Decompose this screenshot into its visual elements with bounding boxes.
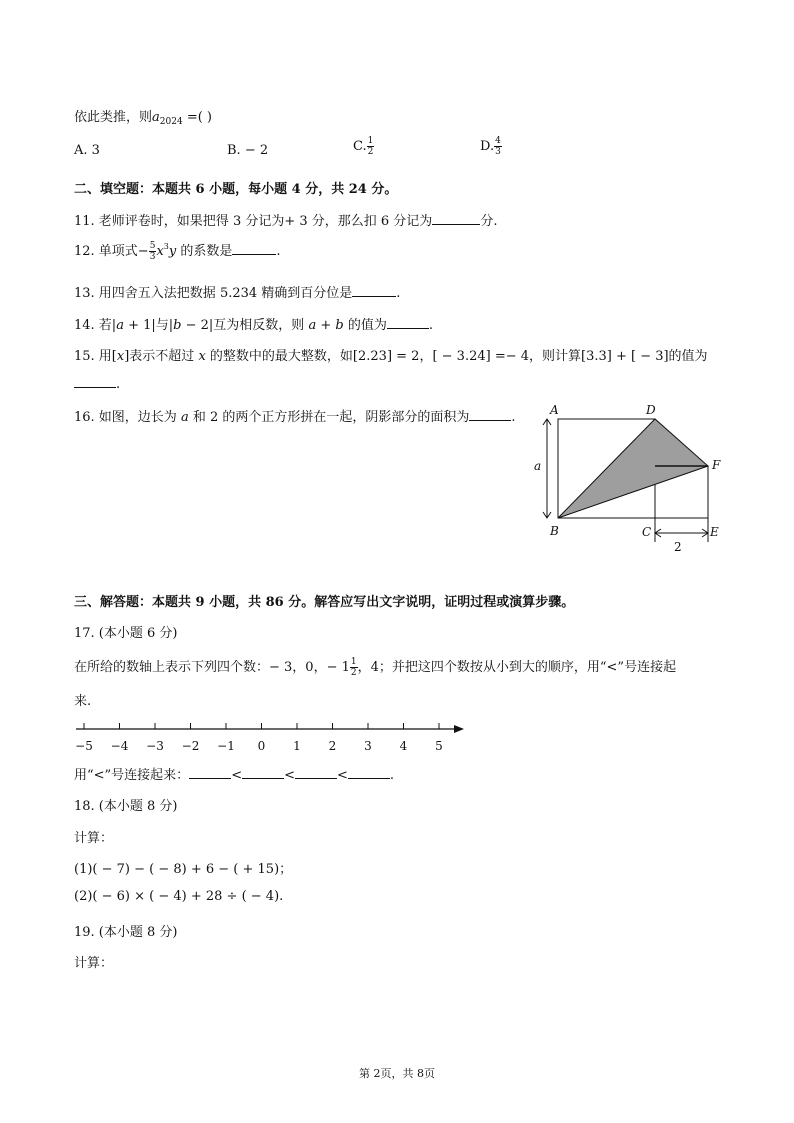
q13-end: . (396, 286, 401, 301)
q12-var-y: y (168, 244, 177, 259)
squares-figure (530, 400, 770, 555)
q12-text: 12. 单项式− (74, 244, 149, 259)
label-c: C (642, 525, 652, 539)
q18-header: 18. (本小题 8 分) (74, 799, 178, 814)
q17-lt-3: < (337, 768, 348, 783)
number-line-ticks (75, 723, 443, 753)
q18-label: 计算： (74, 831, 114, 846)
q14-text-a: 14. 若| (74, 318, 117, 333)
number-line-tick-label: −5 (75, 739, 93, 753)
q-prev-var: a (152, 110, 160, 125)
section3-heading-b: 小题，共 (204, 595, 266, 610)
q17-lt-2: < (284, 768, 295, 783)
q12-text-b: 的系数是 (176, 244, 233, 259)
q14-var-b2: b (335, 318, 344, 333)
number-line-tick-label: 3 (364, 739, 372, 753)
number-line-arrow-icon (454, 725, 464, 733)
question-11 (74, 210, 497, 229)
section2-count: 6 (195, 182, 205, 197)
q17-text-b: ，4；并把这四个数按从小到大的顺序，用“<”号连接起 (357, 660, 677, 675)
option-c (353, 136, 374, 157)
section2-total: 24 (348, 182, 367, 197)
q-prev-subscript: 2024 (159, 117, 183, 127)
label-e: E (710, 525, 719, 539)
section3-count: 9 (195, 595, 205, 610)
q16-blank[interactable] (469, 409, 511, 421)
section3-heading-a: 三、解答题：本题共 (74, 595, 196, 610)
question-12 (74, 240, 281, 262)
label-two: 2 (674, 540, 682, 554)
q12-exponent: 3 (163, 242, 169, 251)
label-d: D (646, 403, 656, 417)
number-line-tick-label: 5 (435, 739, 443, 753)
q15-end: . (116, 377, 121, 392)
q15-text-c: 的整数中的最大整数，如[2.23] = 2，[ − 3.24] =− 4，则计算[3.3] + [ − 3]的值为 (205, 349, 708, 364)
q15-text-a: 15. 用[ (74, 349, 117, 364)
option-c-fraction (367, 136, 375, 157)
q17-header: 17. (本小题 6 分) (74, 626, 178, 641)
number-line-tick-label: −3 (146, 739, 164, 753)
q19-header: 19. (本小题 8 分) (74, 925, 178, 940)
q12-numerator: 5 (149, 241, 156, 251)
question-15-cont (74, 376, 120, 392)
q13-blank[interactable] (352, 285, 396, 297)
q12-end: . (276, 244, 281, 259)
label-side-a: a (534, 459, 542, 473)
q17-blank-4[interactable] (348, 767, 390, 779)
option-c-numerator: 1 (367, 136, 374, 146)
option-d-fraction (494, 136, 502, 157)
q18-part2: (2)( − 6) × ( − 4) + 28 ÷ ( − 4). (74, 889, 284, 904)
label-b: B (550, 524, 559, 538)
section3-heading-c: 分。解答应写出文字说明，证明过程或演算步骤。 (283, 595, 575, 610)
q17-text (74, 656, 676, 678)
page-footer: 第 2页，共 8页 (359, 1067, 435, 1080)
section2-heading-c: 分，共 (300, 182, 349, 197)
label-f: F (712, 458, 721, 472)
q17-blank-1[interactable] (189, 767, 231, 779)
q11-blank[interactable] (432, 213, 480, 225)
option-a: A. 3 (74, 143, 100, 158)
shaded-triangle (558, 419, 708, 518)
q12-blank[interactable] (232, 243, 276, 255)
q13-text: 13. 用四舍五入法把数据 5.234 精确到百分位是 (74, 286, 353, 301)
q16-text-a: 16. 如图，边长为 (74, 410, 181, 425)
q14-end: . (428, 318, 433, 333)
section2-heading-b: 小题，每小题 (204, 182, 292, 197)
q17-answer-prefix: 用“<”号连接起来： (74, 768, 190, 783)
section2-each: 4 (291, 182, 301, 197)
q15-text-b: ]表示不超过 (124, 349, 199, 364)
number-line-tick-label: 1 (293, 739, 301, 753)
label-a: A (550, 403, 559, 417)
q19-label: 计算： (74, 956, 114, 971)
q15-var-x2: x (198, 349, 206, 364)
option-d-numerator: 4 (495, 136, 501, 146)
section2-heading-a: 二、填空题：本题共 (74, 182, 196, 197)
q14-var-b: b (173, 318, 182, 333)
number-line (70, 717, 470, 757)
number-line-tick-label: −4 (110, 739, 129, 753)
section3-total: 86 (265, 595, 284, 610)
q-prev-paren: =( ) (182, 110, 212, 125)
section2-heading-d: 分。 (366, 182, 398, 197)
q14-text-d: + (316, 318, 336, 333)
number-line-tick-label: 4 (399, 739, 408, 753)
q12-var-x: x (156, 244, 164, 259)
option-d-prefix: D. (480, 139, 495, 154)
section2-heading (74, 178, 397, 197)
number-line-tick-label: 0 (257, 739, 266, 753)
section3-heading (74, 591, 574, 610)
q16-var-a: a (180, 410, 189, 425)
q15-blank[interactable] (74, 376, 116, 388)
option-b: B. − 2 (227, 143, 269, 158)
option-d-denominator: 3 (495, 147, 501, 157)
q15-var-x: x (116, 349, 125, 364)
q12-denominator: 3 (149, 252, 156, 262)
q-prev-stem-text: 依此类推，则 (74, 110, 153, 125)
question-14 (74, 314, 433, 333)
number-line-tick-label: 2 (328, 739, 337, 753)
question-13 (74, 282, 400, 301)
q17-end: . (389, 768, 395, 783)
q17-lt-1: < (231, 768, 243, 783)
q16-end: . (511, 410, 516, 425)
q16-text-b: 和 2 的两个正方形拼在一起，阴影部分的面积为 (188, 410, 470, 425)
option-c-denominator: 2 (367, 147, 374, 157)
q17-fraction (350, 657, 358, 678)
q18-part1: (1)( − 7) − ( − 8) + 6 − ( + 15)； (74, 862, 293, 877)
q14-text-b: + 1|与| (123, 318, 174, 333)
q17-blank-2[interactable] (242, 767, 284, 779)
number-line-tick-label: −2 (181, 739, 200, 753)
question-15 (74, 345, 708, 364)
q14-text-e: 的值为 (343, 318, 387, 333)
q17-numerator: 1 (350, 657, 357, 667)
question-16 (74, 406, 516, 425)
q17-text-a: 在所给的数轴上表示下列四个数：− 3，0，− 1 (74, 660, 350, 675)
q11-unit: 分. (480, 214, 498, 229)
q14-text-c: − 2|互为相反数，则 (181, 318, 309, 333)
option-c-prefix: C. (353, 139, 367, 154)
q17-answer (74, 764, 394, 783)
number-line-tick-label: −1 (217, 739, 235, 753)
q14-var-a: a (116, 318, 124, 333)
q-prev-stem (74, 106, 212, 127)
q17-denominator: 2 (350, 668, 357, 678)
q17-text-cont: 来. (74, 694, 92, 709)
q14-var-a2: a (308, 318, 317, 333)
q14-blank[interactable] (387, 317, 429, 329)
option-d (480, 136, 502, 157)
q17-blank-3[interactable] (295, 767, 337, 779)
q11-text: 11. 老师评卷时，如果把得 3 分记为+ 3 分，那么扣 6 分记为 (74, 214, 433, 229)
